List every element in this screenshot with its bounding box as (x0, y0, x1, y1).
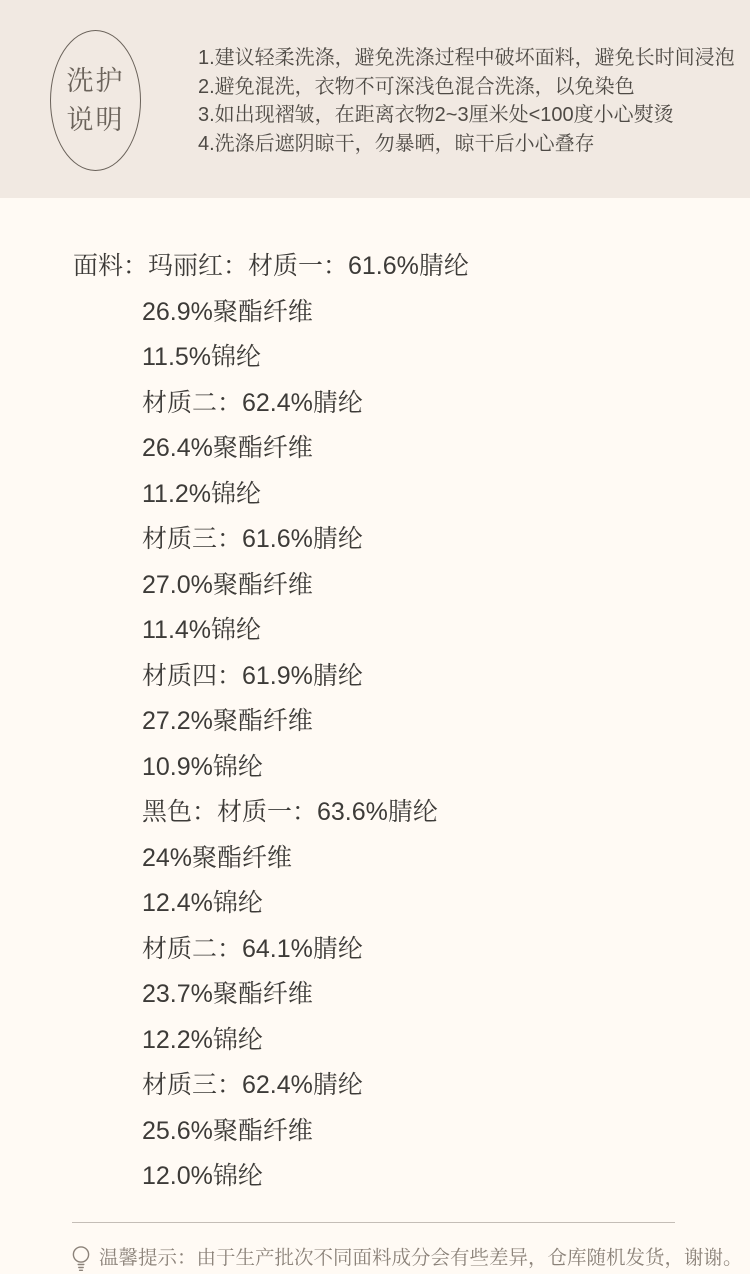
fabric-line: 黑色：材质一：63.6%腈纶 (142, 798, 438, 826)
care-instructions-section (0, 0, 750, 198)
care-badge-line2: 说明 (66, 104, 125, 135)
fabric-composition-section (0, 198, 750, 1200)
fabric-line: 27.2%聚酯纤维 (142, 707, 313, 735)
fabric-line: 24%聚酯纤维 (142, 843, 293, 872)
fabric-line: 11.4%锦纶 (142, 616, 262, 644)
fabric-line: 11.2%锦纶 (142, 479, 262, 508)
fabric-line: 材质三：62.4%腈纶 (142, 1071, 363, 1099)
care-instruction-2: 2.避免混洗，衣物不可深浅色混合洗涤，以免染色 (198, 75, 635, 98)
divider (72, 1222, 675, 1223)
fabric-line: 23.7%聚酯纤维 (142, 980, 313, 1008)
fabric-line: 材质三：61.6%腈纶 (142, 525, 363, 553)
fabric-line: 26.9%聚酯纤维 (142, 297, 313, 326)
fabric-line: 材质二：64.1%腈纶 (142, 934, 363, 963)
warm-tip-row (70, 1244, 750, 1272)
care-badge-line1: 洗护 (66, 65, 125, 96)
fabric-line: 材质四：61.9%腈纶 (142, 661, 363, 690)
fabric-line: 12.4%锦纶 (142, 889, 263, 917)
fabric-line: 11.5%锦纶 (142, 343, 262, 371)
fabric-line: 材质二：62.4%腈纶 (142, 388, 363, 417)
lightbulb-icon (70, 1244, 92, 1272)
fabric-line: 面料：玛丽红：材质一：61.6%腈纶 (73, 252, 469, 280)
fabric-line: 27.0%聚酯纤维 (142, 570, 313, 599)
fabric-line: 26.4%聚酯纤维 (142, 434, 313, 462)
fabric-line: 12.2%锦纶 (142, 1025, 263, 1054)
fabric-line: 12.0%锦纶 (142, 1162, 263, 1190)
care-instruction-4: 4.洗涤后遮阴晾干，勿暴晒，晾干后小心叠存 (198, 132, 595, 155)
care-badge-oval (50, 30, 141, 171)
care-instruction-1: 1.建议轻柔洗涤，避免洗涤过程中破坏面料，避免长时间浸泡 (198, 47, 735, 69)
care-instruction-3: 3.如出现褶皱，在距离衣物2~3厘米处<100度小心熨烫 (198, 104, 674, 126)
fabric-line: 10.9%锦纶 (142, 752, 263, 781)
footer-tip-section (0, 1222, 750, 1272)
fabric-line: 25.6%聚酯纤维 (142, 1116, 313, 1145)
care-instruction-list (198, 44, 735, 158)
warm-tip-text: 温馨提示：由于生产批次不同面料成分会有些差异，仓库随机发货，谢谢。 (99, 1246, 743, 1269)
